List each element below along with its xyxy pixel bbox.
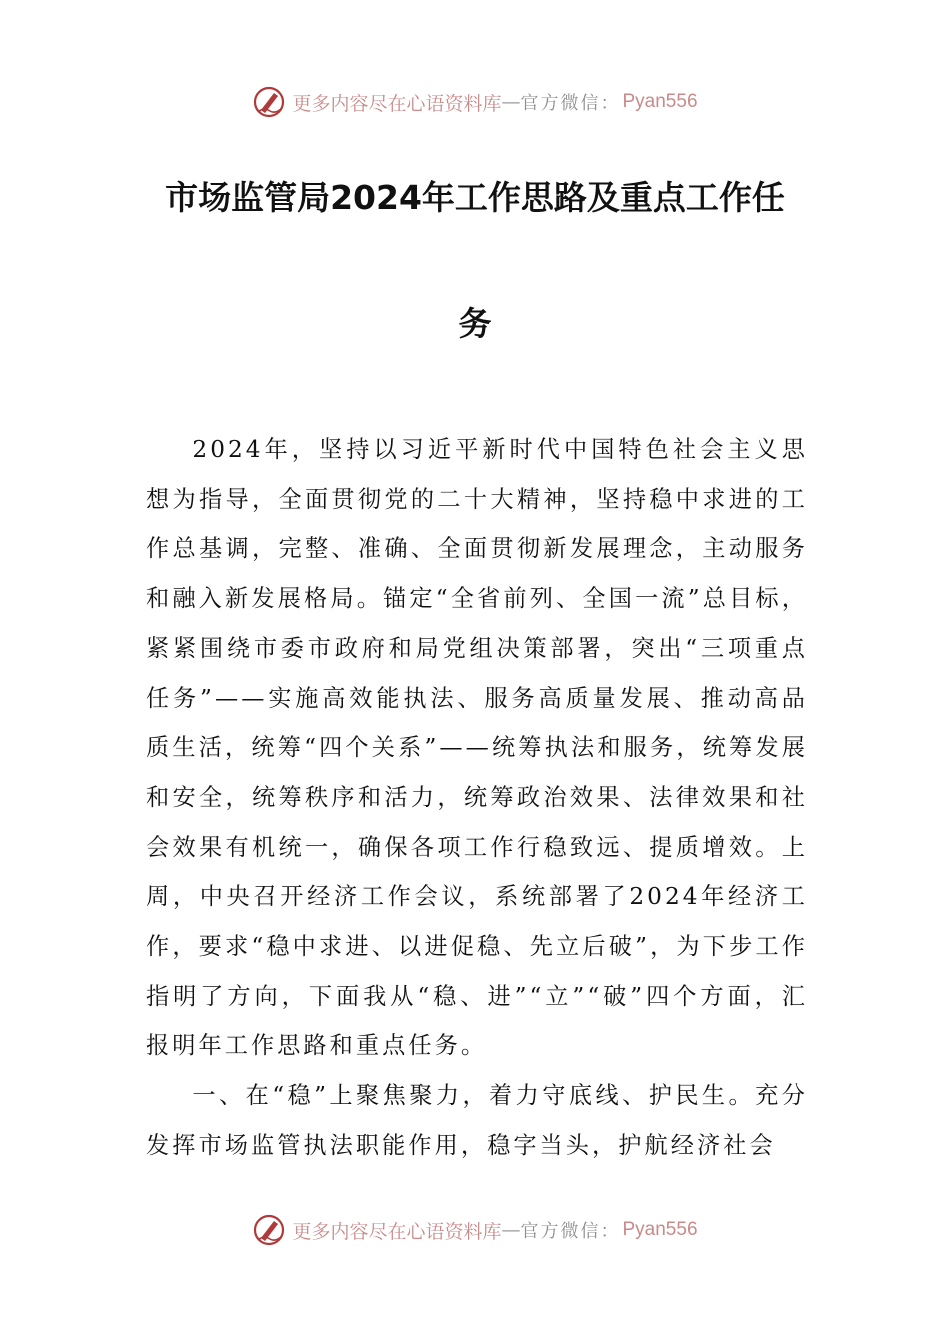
watermark-text: 更多内容尽在心语资料库 <box>292 1220 502 1243</box>
watermark-text: 更多内容尽在心语资料库 <box>292 92 502 115</box>
watermark-dash: — <box>501 1219 521 1241</box>
watermark-footer <box>0 1210 950 1250</box>
document-body <box>146 425 808 1171</box>
document-title-line-1: 市场监管局2024年工作思路及重点工作任 <box>165 178 785 217</box>
watermark-contact-id: Pyan556 <box>622 1219 698 1240</box>
watermark-contact-label: 官方微信： <box>520 93 621 114</box>
body-paragraph-1: 2024年，坚持以习近平新时代中国特色社会主义思想为指导，全面贯彻党的二十大精神，坚持稳中求进的工作总基调，完整、准确、全面贯彻新发展理念，主动服务和融入新发展格局。锚定“全省前列、全国一流”总目标，紧紧围绕市委市政府和局党组决策部署，突出“三项重点任务”——实施高效能执法、服务高质量发展、推动高品质生活，统筹“四个关系”——统筹执法和服务，统筹发展和安全，统筹秩序和活力，统筹政治效果、法律效果和社会效果有机统一，确保各项工作行稳致远、提质增效。上周，中央召开经济工作会议，系统部署了2024年经济工作，要求“稳中求进、以进促稳、先立后破”，为下步工作指明了方向，下面我从“稳、进”“立”“破”四个方面，汇报明年工作思路和重点任务。 <box>146 436 808 1060</box>
body-paragraph-2: 一、在“稳”上聚焦聚力，着力守底线、护民生。充分发挥市场监管执法职能作用，稳字当头，护航经济社会 <box>146 1082 808 1159</box>
pen-seal-icon <box>252 1213 286 1247</box>
pen-seal-icon <box>252 85 286 119</box>
watermark-contact-id: Pyan556 <box>622 91 698 112</box>
watermark-contact-label: 官方微信： <box>520 1221 621 1242</box>
watermark-dash: — <box>501 91 521 113</box>
watermark-header <box>0 82 950 122</box>
document-title-line-2: 务 <box>458 304 492 343</box>
